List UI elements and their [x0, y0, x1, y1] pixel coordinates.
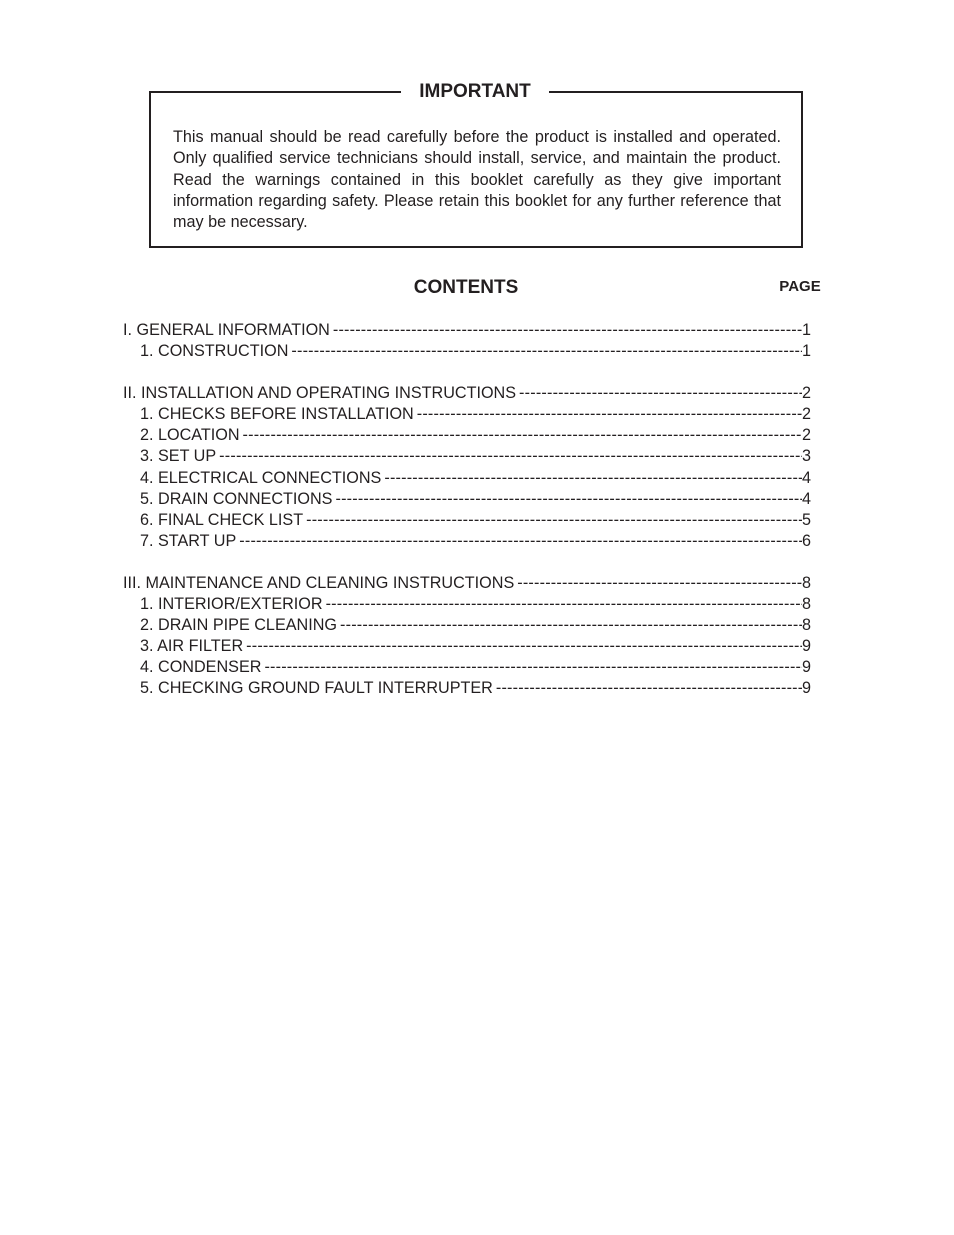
dot-leader	[216, 446, 802, 467]
toc-subentry[interactable]	[123, 341, 811, 362]
important-notice-box	[149, 81, 803, 248]
toc-subentry[interactable]	[123, 404, 811, 425]
dot-leader	[516, 383, 802, 404]
toc-subentry-page: 6	[801, 531, 811, 550]
toc-entry-label: III. MAINTENANCE AND CLEANING INSTRUCTIONS	[123, 573, 515, 592]
important-title: IMPORTANT	[401, 80, 549, 104]
toc-subentry-page: 9	[801, 637, 811, 656]
dot-leader	[514, 573, 802, 594]
toc-subentry[interactable]	[123, 594, 811, 615]
toc-entry[interactable]	[123, 383, 811, 404]
table-of-contents	[123, 320, 811, 721]
toc-entry-page: 1	[801, 321, 811, 339]
toc-entry-page: 2	[801, 384, 811, 403]
important-text: This manual should be read carefully before the product is installed and operated. Only qualified service technicians should install, service, and maintain the product. Read the warnings contained in this booklet carefully as they give important information regarding safety. Please retain this booklet for any further reference that may be necessary.	[173, 128, 781, 232]
toc-subentry[interactable]	[123, 425, 811, 446]
toc-subentry[interactable]	[123, 468, 811, 489]
toc-entry[interactable]	[123, 320, 811, 341]
toc-subentry[interactable]	[123, 678, 811, 699]
toc-subentry-page: 4	[801, 468, 811, 487]
toc-subentry[interactable]	[123, 510, 811, 531]
toc-subentry[interactable]	[123, 615, 811, 636]
toc-subentry-label: 1. CHECKS BEFORE INSTALLATION	[140, 405, 414, 424]
dot-leader	[330, 320, 802, 341]
dot-leader	[243, 636, 802, 657]
toc-subentry-label: 3. SET UP	[140, 447, 217, 466]
toc-subentry-label: 5. CHECKING GROUND FAULT INTERRUPTER	[140, 679, 493, 698]
toc-subentry-label: 1. CONSTRUCTION	[140, 342, 289, 361]
dot-leader	[493, 678, 802, 699]
page-column-heading: PAGE	[779, 278, 821, 295]
toc-subentry-label: 5. DRAIN CONNECTIONS	[140, 489, 333, 508]
dot-leader	[236, 531, 802, 552]
toc-subentry-label: 2. DRAIN PIPE CLEANING	[140, 616, 338, 635]
toc-subentry-page: 3	[801, 447, 811, 466]
toc-entry[interactable]	[123, 573, 811, 594]
toc-section-maintenance	[123, 573, 811, 700]
toc-subentry-page: 5	[801, 510, 811, 529]
dot-leader	[240, 425, 802, 446]
toc-subentry[interactable]	[123, 657, 811, 678]
dot-leader	[414, 404, 802, 425]
toc-subentry[interactable]	[123, 636, 811, 657]
toc-subentry-page: 2	[801, 405, 811, 424]
toc-entry-page: 8	[801, 573, 811, 592]
toc-subentry-label: 4. CONDENSER	[140, 658, 262, 677]
dot-leader	[332, 489, 802, 510]
toc-section-general	[123, 320, 811, 362]
toc-subentry[interactable]	[123, 446, 811, 467]
toc-subentry-page: 2	[801, 426, 811, 445]
dot-leader	[323, 594, 802, 615]
toc-subentry[interactable]	[123, 489, 811, 510]
toc-subentry-label: 6. FINAL CHECK LIST	[140, 510, 304, 529]
toc-subentry-label: 2. LOCATION	[140, 426, 240, 445]
dot-leader	[288, 341, 802, 362]
contents-title: CONTENTS	[413, 277, 519, 298]
toc-subentry-label: 1. INTERIOR/EXTERIOR	[140, 595, 323, 614]
toc-subentry-label: 4. ELECTRICAL CONNECTIONS	[140, 468, 382, 487]
toc-subentry-page: 8	[801, 595, 811, 614]
toc-subentry-label: 3. AIR FILTER	[140, 637, 244, 656]
dot-leader	[337, 615, 802, 636]
toc-subentry[interactable]	[123, 531, 811, 552]
toc-section-installation	[123, 383, 811, 552]
toc-entry-label: I. GENERAL INFORMATION	[123, 321, 330, 339]
dot-leader	[261, 657, 802, 678]
toc-subentry-label: 7. START UP	[140, 531, 237, 550]
toc-subentry-page: 4	[801, 489, 811, 508]
toc-subentry-page: 9	[801, 658, 811, 677]
dot-leader	[381, 468, 802, 489]
toc-subentry-page: 8	[801, 616, 811, 635]
toc-subentry-page: 1	[801, 342, 811, 361]
dot-leader	[303, 510, 802, 531]
toc-entry-label: II. INSTALLATION AND OPERATING INSTRUCTIONS	[123, 384, 517, 403]
toc-subentry-page: 9	[801, 679, 811, 698]
